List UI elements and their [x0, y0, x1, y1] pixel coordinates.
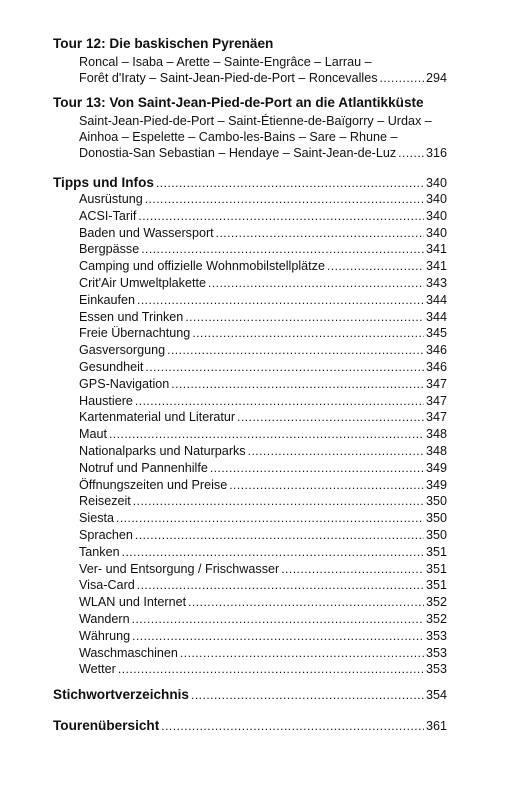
toc-entry-label: Sprachen: [79, 527, 133, 542]
tipps-section-heading: [53, 174, 447, 192]
leader-dots: [210, 460, 424, 477]
toc-entry: [79, 661, 447, 678]
toc-entry: [79, 426, 447, 443]
leader-dots: [185, 309, 424, 326]
leader-dots: [237, 409, 424, 426]
tour-13-stops-line-1: [79, 113, 447, 129]
tipps-entry-list: [79, 191, 447, 678]
toc-entry: [79, 493, 447, 510]
toc-entry: [79, 628, 447, 645]
toc-entry-label: Nationalparks und Naturparks: [79, 443, 246, 458]
toc-entry-label: Baden und Wassersport: [79, 225, 214, 240]
leader-dots: [137, 577, 424, 594]
leader-dots: [281, 561, 424, 578]
toc-entry-page-number: 340: [425, 208, 447, 223]
stichwort-section-heading: [53, 686, 447, 704]
toc-entry: [79, 611, 447, 628]
stichwort-page-number: 354: [425, 688, 447, 702]
toc-entry: [79, 527, 447, 544]
toc-entry: [79, 342, 447, 359]
tour-12-page-number: 294: [425, 71, 447, 85]
toc-entry-page-number: 347: [425, 393, 447, 408]
toc-entry: [79, 460, 447, 477]
leader-dots: [188, 594, 424, 611]
toc-entry: [79, 393, 447, 410]
leader-dots: [171, 376, 424, 393]
toc-entry-page-number: 352: [425, 595, 447, 610]
tour-12-stops-text-2: Forêt d'Iraty – Saint-Jean-Pied-de-Port – Roncevalles: [79, 71, 378, 85]
toc-entry-page-number: 350: [425, 494, 447, 509]
leader-dots: [380, 70, 424, 86]
leader-dots: [116, 510, 424, 527]
toc-entry-page-number: 353: [425, 662, 447, 677]
toc-entry-label: Essen und Trinken: [79, 309, 184, 324]
toc-entry-label: Camping und offizielle Wohnmobilstellplätze: [79, 259, 325, 274]
toc-entry-label: Kartenmaterial und Literatur: [79, 410, 236, 425]
toc-entry: [79, 241, 447, 258]
toc-entry-label: Ver- und Entsorgung / Frischwasser: [79, 561, 280, 576]
toc-entry-page-number: 349: [425, 460, 447, 475]
leader-dots: [180, 645, 424, 662]
toc-entry: [79, 208, 447, 225]
toc-entry-label: GPS-Navigation: [79, 376, 170, 391]
toc-entry: [79, 191, 447, 208]
toc-entry-label: Haustiere: [79, 393, 133, 408]
leader-dots: [248, 443, 424, 460]
toc-entry-page-number: 344: [425, 309, 447, 324]
toc-entry-page-number: 345: [425, 326, 447, 341]
tour-13-stops-text-1: Saint-Jean-Pied-de-Port – Saint-Étienne-de-Baïgorry – Urdax –: [79, 114, 432, 128]
leader-dots: [398, 145, 424, 161]
toc-entry: [79, 477, 447, 494]
toc-entry-page-number: 346: [425, 359, 447, 374]
toc-entry-page-number: 346: [425, 343, 447, 358]
toc-entry-page-number: 344: [425, 292, 447, 307]
tour-12-title: Tour 12: Die baskischen Pyrenäen: [53, 36, 274, 51]
toc-entry: [79, 561, 447, 578]
toc-entry: [79, 645, 447, 662]
leader-dots: [135, 527, 424, 544]
toc-entry-page-number: 349: [425, 477, 447, 492]
toc-entry-label: Gasversorgung: [79, 343, 166, 358]
toc-entry-label: Ausrüstung: [79, 192, 143, 206]
toc-entry: [79, 510, 447, 527]
toc-entry-page-number: 341: [425, 259, 447, 274]
tour-13-stops-line-3: [79, 145, 447, 161]
toc-entry-page-number: 348: [425, 443, 447, 458]
leader-dots: [167, 342, 424, 359]
stichwort-title: Stichwortverzeichnis: [53, 687, 189, 702]
toc-entry-label: WLAN und Internet: [79, 595, 187, 610]
toc-entry-page-number: 343: [425, 275, 447, 290]
leader-dots: [118, 661, 424, 678]
leader-dots: [132, 628, 424, 645]
toc-entry-page-number: 340: [425, 225, 447, 240]
toc-entry: [79, 309, 447, 326]
toc-entry-page-number: 350: [425, 511, 447, 526]
toc-entry: [79, 359, 447, 376]
toc-entry-label: Waschmaschinen: [79, 645, 178, 660]
toc-entry: [79, 275, 447, 292]
toc-entry-page-number: 347: [425, 376, 447, 391]
tour-13-stops-line-2: [79, 129, 447, 145]
leader-dots: [161, 718, 424, 735]
leader-dots: [156, 175, 424, 192]
toc-entry-label: Siesta: [79, 511, 115, 526]
tour-13-page-number: 316: [425, 146, 447, 160]
toc-entry-label: Notruf und Pannenhilfe: [79, 460, 208, 475]
tour-13-title: Tour 13: Von Saint-Jean-Pied-de-Port an die Atlantikküste: [53, 95, 424, 110]
toc-entry-label: Währung: [79, 628, 131, 643]
toc-entry-label: Wetter: [79, 662, 116, 677]
toc-entry: [79, 594, 447, 611]
toc-entry-page-number: 352: [425, 611, 447, 626]
toc-entry-page-number: 351: [425, 578, 447, 593]
leader-dots: [327, 258, 424, 275]
toc-entry-label: Öffnungszeiten und Preise: [79, 477, 228, 492]
leader-dots: [122, 544, 424, 561]
toc-entry-label: Visa-Card: [79, 578, 135, 593]
tour-12-stops-text-1: Roncal – Isaba – Arette – Sainte-Engrâce – Larrau –: [79, 55, 372, 69]
toc-entry-page-number: 340: [425, 192, 447, 206]
toc-entry: [79, 258, 447, 275]
toc-entry: [79, 443, 447, 460]
leader-dots: [138, 208, 424, 225]
leader-dots: [132, 611, 424, 628]
tour-12-stops-line-2: [79, 70, 447, 86]
leader-dots: [145, 359, 424, 376]
leader-dots: [141, 241, 424, 258]
tour-13-stops-text-2: Ainhoa – Espelette – Cambo-les-Bains – Sare – Rhune –: [79, 130, 398, 144]
toc-entry-page-number: 353: [425, 645, 447, 660]
tour-12-stops-line-1: [79, 54, 447, 70]
toc-entry: [79, 577, 447, 594]
toc-entry-label: Freie Übernachtung: [79, 326, 191, 341]
toc-entry: [79, 325, 447, 342]
toc-entry-page-number: 351: [425, 544, 447, 559]
leader-dots: [145, 191, 424, 208]
tipps-title: Tipps und Infos: [53, 175, 154, 190]
touren-page-number: 361: [425, 719, 447, 733]
toc-entry-label: ACSI-Tarif: [79, 208, 137, 223]
leader-dots: [192, 325, 424, 342]
leader-dots: [137, 292, 424, 309]
toc-entry-page-number: 347: [425, 410, 447, 425]
toc-entry-label: Gesundheit: [79, 359, 144, 374]
toc-entry: [79, 225, 447, 242]
leader-dots: [216, 225, 424, 242]
toc-entry-page-number: 353: [425, 628, 447, 643]
toc-entry-label: Bergpässe: [79, 242, 140, 257]
toc-entry-label: Maut: [79, 427, 107, 442]
tipps-page-number: 340: [425, 176, 447, 190]
touren-section-heading: [53, 717, 447, 735]
toc-entry: [79, 544, 447, 561]
leader-dots: [133, 493, 424, 510]
toc-entry-page-number: 348: [425, 427, 447, 442]
leader-dots: [208, 275, 424, 292]
leader-dots: [135, 393, 424, 410]
touren-title: Tourenübersicht: [53, 718, 160, 733]
toc-entry: [79, 292, 447, 309]
toc-entry-page-number: 351: [425, 561, 447, 576]
toc-entry-page-number: 350: [425, 527, 447, 542]
toc-entry-label: Einkaufen: [79, 292, 136, 307]
toc-entry: [79, 376, 447, 393]
toc-entry-label: Wandern: [79, 611, 130, 626]
tour-13-stops-text-3: Donostia-San Sebastian – Hendaye – Saint-Jean-de-Luz: [79, 146, 397, 160]
leader-dots: [109, 426, 424, 443]
leader-dots: [229, 477, 424, 494]
toc-entry-label: Reisezeit: [79, 494, 131, 509]
toc-entry: [79, 409, 447, 426]
leader-dots: [191, 687, 424, 704]
toc-entry-label: Crit'Air Umweltplakette: [79, 275, 206, 290]
toc-entry-page-number: 341: [425, 242, 447, 257]
toc-entry-label: Tanken: [79, 544, 120, 559]
